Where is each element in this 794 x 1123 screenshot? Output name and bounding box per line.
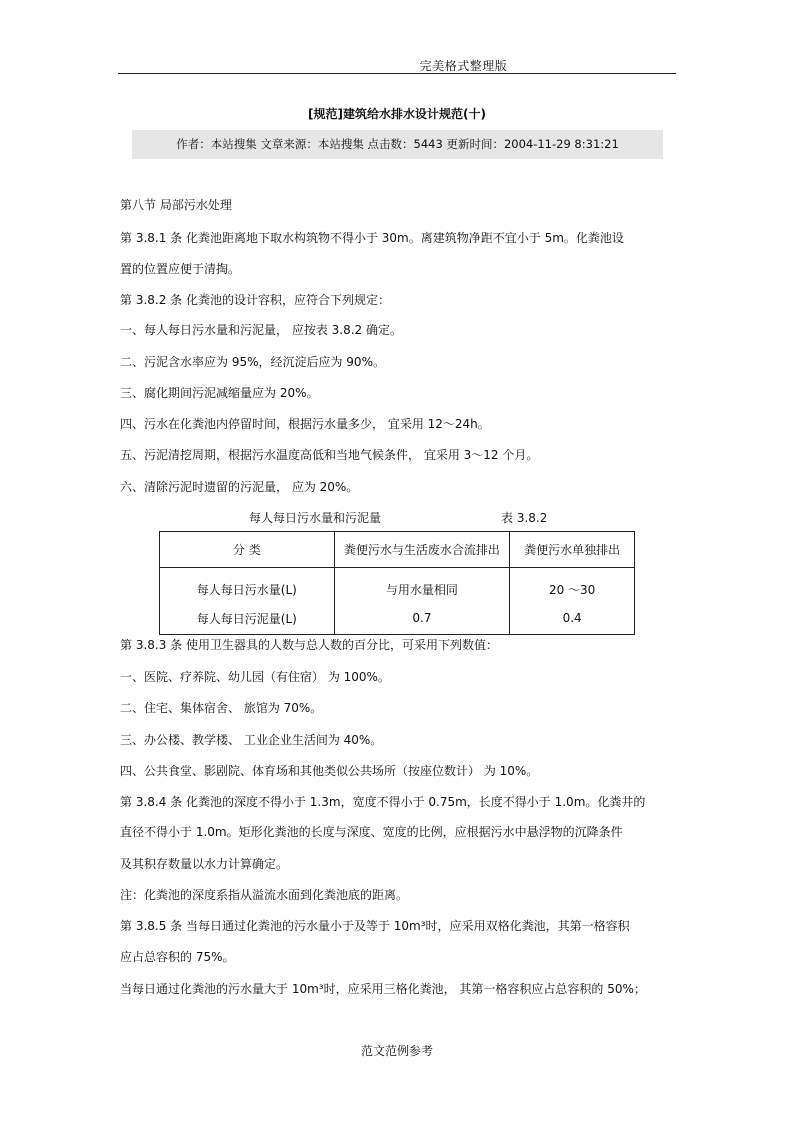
paragraph-line: 第 3.8.5 条 当每日通过化粪池的污水量小于及等于 10m³时，应采用双格化粪池，其第一格容积 [120, 919, 630, 933]
paragraph-line: 第 3.8.2 条 化粪池的设计容积，应符合下列规定： [120, 293, 390, 307]
table-cell: 20 ～30 [510, 568, 635, 603]
header-divider [118, 73, 676, 74]
table-cell: 0.4 [510, 602, 635, 635]
paragraph-line: 三、腐化期间污泥减缩量应为 20%。 [120, 386, 319, 400]
table-cell: 每人每日污水量(L) [160, 568, 335, 603]
paragraph-line: 一、每人每日污水量和污泥量， 应按表 3.8.2 确定。 [120, 323, 402, 337]
table-cell: 0.7 [334, 602, 510, 635]
note-line: 注：化粪池的深度系指从溢流水面到化粪池底的距离。 [120, 888, 409, 902]
paragraph-line: 五、污泥清挖周期，根据污水温度高低和当地气候条件， 宜采用 3～12 个月。 [120, 448, 539, 462]
document-meta-bar: 作者：本站搜集 文章来源：本站搜集 点击数：5443 更新时间：2004-11-29 8:31:21 [132, 130, 663, 159]
paragraph-line: 二、污泥含水率应为 95%，经沉淀后应为 90%。 [120, 355, 385, 369]
paragraph-line: 二、住宅、集体宿舍、 旅馆为 70%。 [120, 701, 323, 715]
table-cell: 每人每日污泥量(L) [160, 602, 335, 635]
paragraph-line: 第 3.8.1 条 化粪池距离地下取水构筑物不得小于 30m。离建筑物净距不宜小于 5m。化粪池设 [120, 231, 624, 245]
page-footer: 范文范例参考 [360, 1044, 433, 1058]
table-number: 表 3.8.2 [501, 511, 548, 525]
paragraph-line: 四、公共食堂、影剧院、体育场和其他类似公共场所（按座位数计） 为 10%。 [120, 764, 539, 778]
data-table [159, 531, 635, 635]
paragraph-line: 直径不得小于 1.0m。矩形化粪池的长度与深度、宽度的比例，应根据污水中悬浮物的沉降条件 [120, 825, 623, 839]
table-row [160, 602, 635, 635]
paragraph-line: 一、医院、疗养院、幼儿园（有住宿） 为 100%。 [120, 670, 390, 684]
table-header-cell: 粪便污水与生活废水合流排出 [334, 532, 510, 568]
paragraph-line: 第 3.8.4 条 化粪池的深度不得小于 1.3m，宽度不得小于 0.75m，长度不得小于 1.0m。化粪井的 [120, 795, 646, 809]
paragraph-line: 三、办公楼、教学楼、 工业企业生活间为 40%。 [120, 733, 383, 747]
paragraph-line: 第 3.8.3 条 使用卫生器具的人数与总人数的百分比，可采用下列数值： [120, 638, 498, 652]
table-header-cell: 分 类 [160, 532, 335, 568]
paragraph-line: 六、清除污泥时遗留的污泥量， 应为 20%。 [120, 480, 359, 494]
table-cell: 与用水量相同 [334, 568, 510, 603]
paragraph-line: 及其积存数量以水力计算确定。 [120, 857, 289, 871]
paragraph-line: 当每日通过化粪池的污水量大于 10m³时，应采用三格化粪池， 其第一格容积应占总容积的 50%； [120, 982, 646, 996]
paragraph-line: 四、污水在化粪池内停留时间，根据污水量多少， 宜采用 12～24h。 [120, 417, 490, 431]
table-row [160, 568, 635, 603]
table-header-cell: 粪便污水单独排出 [510, 532, 635, 568]
section-heading: 第八节 局部污水处理 [120, 198, 232, 212]
paragraph-line: 置的位置应便于清掏。 [120, 262, 241, 276]
table-caption: 每人每日污水量和污泥量 [249, 511, 382, 525]
table-header-row [160, 532, 635, 568]
document-title: [规范]建筑给水排水设计规范(十) [308, 107, 486, 121]
page-header-title: 完美格式整理版 [419, 59, 508, 73]
paragraph-line: 应占总容积的 75%。 [120, 950, 235, 964]
